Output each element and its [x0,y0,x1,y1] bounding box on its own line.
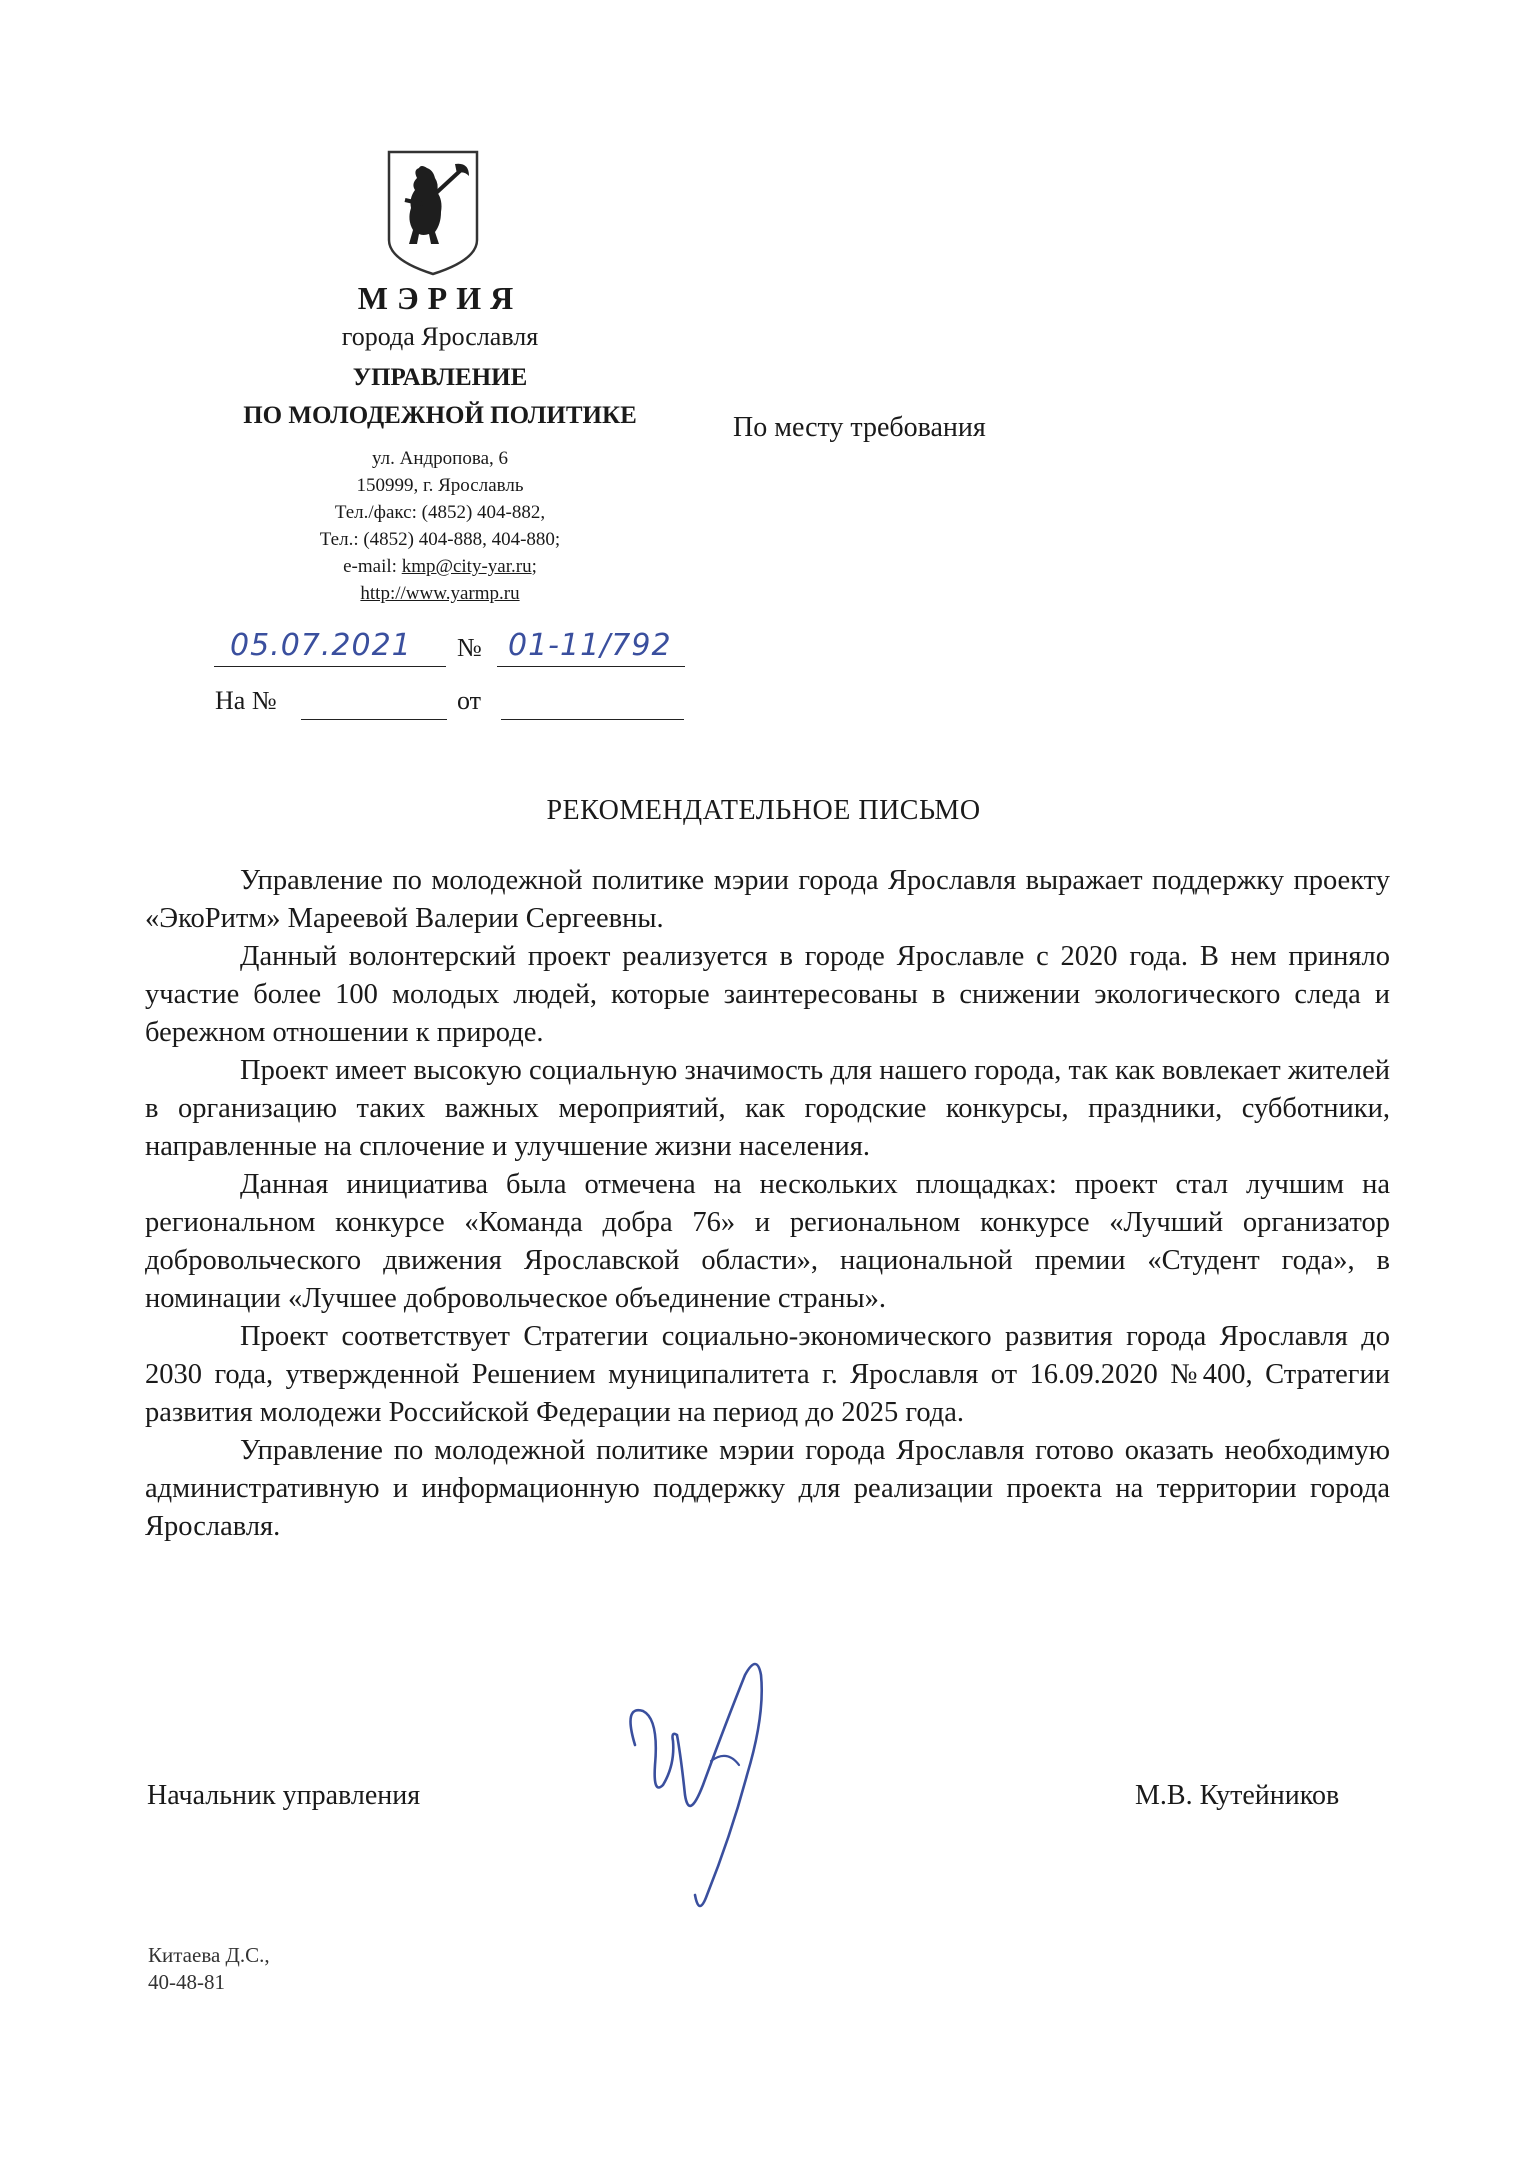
executor-phone: 40-48-81 [148,1970,225,1994]
handwritten-signature-icon [615,1645,815,1935]
city-name: города Ярославля [341,322,539,351]
department-line-2: ПО МОЛОДЕЖНОЙ ПОЛИТИКЕ [243,402,637,429]
paragraph: Данная инициатива была отмечена на нескольких площадках: проект стал лучшим на региональном конкурсе «Команда добра 76» и региональном конкурсе «Лучший организатор добровольческого движения Ярославской области», национальной премии «Студент года», в номинации «Лучшее добровольческое объединение страны». [145,1169,1390,1314]
recipient: По месту требования [733,412,986,443]
department-line-1: УПРАВЛЕНИЕ [352,364,528,391]
paragraph: Данный волонтерский проект реализуется в городе Ярославле с 2020 года. В нем приняло участие более 100 молодых людей, которые заинтересованы в снижении экологического следа и бережном отношении к природе. [145,941,1390,1048]
letter-title: РЕКОМЕНДАТЕЛЬНОЕ ПИСЬМО [546,795,981,826]
paragraph: Проект имеет высокую социальную значимость для нашего города, так как вовлекает жителей в организацию таких важных мероприятий, как городские конкурсы, праздники, субботники, направленные на сплочение и улучшение жизни населения. [145,1055,1390,1162]
address-city: 150999, г. Ярославль [356,475,524,496]
email-prefix: e-mail: [343,556,402,577]
paragraph: Проект соответствует Стратегии социально-экономического развития города Ярославля до 2030 года, утвержденной Решением муниципалитета г. Ярославля от 16.09.2020 №400, Стратегии развития молодежи Российской Федерации на период до 2025 года. [145,1321,1390,1428]
signatory-role: Начальник управления [147,1780,421,1811]
email-link[interactable]: kmp@city-yar.ru [401,556,532,577]
phone-fax: Тел./факс: (4852) 404-882, [334,502,546,523]
executor-name: Китаева Д.С., [148,1943,270,1967]
ref-from-label: от [457,686,482,715]
date-rule [214,666,446,667]
letter-body [145,862,1390,1546]
number-rule [497,666,685,667]
email-line [190,554,690,580]
phones: Тел.: (4852) 404-888, 404-880; [319,529,561,550]
website-link[interactable]: http://www.yarmp.ru [360,583,520,604]
letter-date: 05.07.2021 [230,628,412,663]
number-label: № [457,633,482,662]
paragraph: Управление по молодежной политике мэрии города Ярославля выражает поддержку проекту «ЭкоРитм» Мареевой Валерии Сергеевны. [145,865,1390,934]
email-suffix: ; [531,556,537,577]
ref-number-rule [301,719,447,720]
signatory-name: М.В. Кутейников [1135,1780,1340,1811]
letter-number: 01-11/792 [508,628,672,663]
yaroslavl-bear-crest-icon [383,148,483,278]
address-street: ул. Андропова, 6 [371,448,509,469]
ref-from-rule [501,719,684,720]
ref-number-label: На № [215,686,277,715]
mayoralty-heading: МЭРИЯ [357,280,523,316]
paragraph: Управление по молодежной политике мэрии города Ярославля готово оказать необходимую административную и информационную поддержку для реализации проекта на территории города Ярославля. [145,1435,1390,1542]
